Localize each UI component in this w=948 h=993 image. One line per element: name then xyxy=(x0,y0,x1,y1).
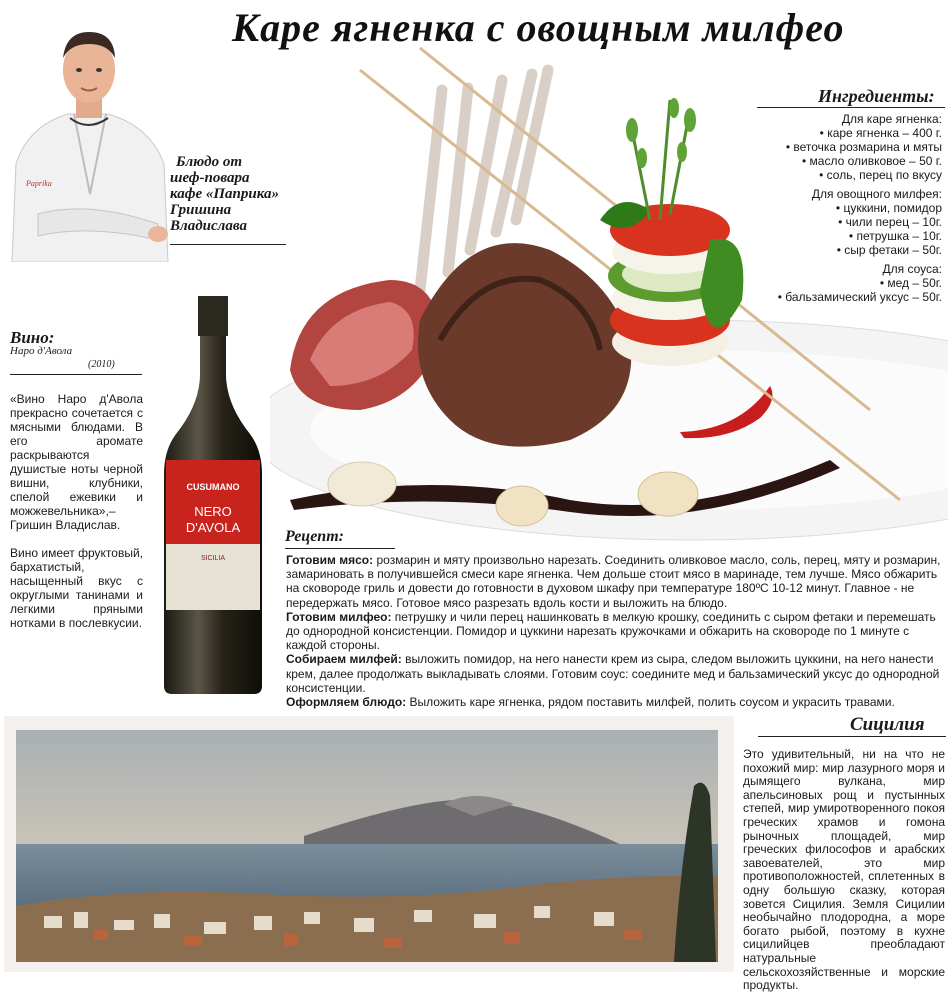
ingredients-divider xyxy=(757,107,945,108)
wine-heading: Вино: xyxy=(10,328,55,347)
ingredient-group xyxy=(742,187,942,257)
bottle-region: SICILIA xyxy=(200,555,226,562)
ingredients-list xyxy=(742,112,942,309)
chef-caption-line: Гришина xyxy=(170,202,232,218)
ingredient-item: • масло оливковое – 50 г. xyxy=(801,154,942,168)
ingredient-group-title: Для каре ягненка: xyxy=(841,112,942,126)
ingredient-item: • бальзамический уксус – 50г. xyxy=(777,290,942,304)
recipe-step-lead: Готовим милфео: xyxy=(286,609,392,624)
wine-paragraph: Вино имеет фруктовый, бархатистый, насыщенный вкус с округлыми танинами и легкими пряными нотками в послевкусии. xyxy=(10,546,143,630)
recipe-step-text: выложить помидор, на него нанести крем из сыра, следом выложить цуккини, на него нанести крем, далее продолжать выкладывать слоями. Готовим соус: соедините мед и бальзамический уксус до однородной консистенции. xyxy=(286,652,940,695)
recipe-divider xyxy=(285,548,395,549)
chef-divider xyxy=(170,244,286,245)
recipe-step-lead: Оформляем блюдо: xyxy=(286,695,407,710)
ingredient-item: • соль, перец по вкусу xyxy=(819,168,942,182)
ingredient-item: • веточка розмарина и мяты xyxy=(785,140,942,154)
sicily-divider xyxy=(758,736,946,737)
ingredients-heading: Ингредиенты: xyxy=(818,86,935,106)
chef-photo xyxy=(8,14,170,262)
recipe-step-lead: Собираем милфей: xyxy=(286,652,402,667)
ingredient-group xyxy=(742,262,942,304)
recipe-step-text: Выложить каре ягненка, рядом поставить милфей, полить соусом и украсить травами. xyxy=(406,695,895,710)
bottle-name-line1: NERO xyxy=(194,504,232,519)
page-title: Каре ягненка с овощным милфео xyxy=(232,5,845,50)
ingredient-item: • мед – 50г. xyxy=(879,276,942,290)
recipe-step xyxy=(286,553,946,610)
ingredient-group-title: Для соуса: xyxy=(882,262,942,276)
wine-year: (2010) xyxy=(88,359,115,370)
recipe-step xyxy=(286,610,946,653)
svg-text:Paprika: Paprika xyxy=(26,179,52,188)
ingredient-item: • чили перец – 10г. xyxy=(838,215,942,229)
wine-divider xyxy=(10,374,142,375)
chef-caption-line: Владислава xyxy=(170,218,247,234)
ingredient-item: • цуккини, помидор xyxy=(835,201,942,215)
wine-bottle-image xyxy=(158,294,268,696)
ingredient-item: • петрушка – 10г. xyxy=(848,229,942,243)
ingredient-item: • сыр фетаки – 50г. xyxy=(836,243,942,257)
chef-caption-line: Блюдо от xyxy=(176,154,243,170)
sicily-description: Это удивительный, ни на что не похожий мир: мир лазурного моря и дымящего вулкана, мир апельсиновых рощ и пустынных степей, мир умиротворенного покоя греческих храмов и гомона рыночных площадей, мир греческих философов и арабских завоевателей, это мир противоположностей, сплетенных в одну большую сказку, которая зовется Сицилия. Земля Сицилии необычайно плодородна, а море богато рыбой, поэтому в кухне сицилийцев преобладают натуральные сельскохозяйственные и морские продукты. xyxy=(743,747,945,993)
recipe-heading: Рецепт: xyxy=(285,528,344,545)
sicily-landscape-photo xyxy=(4,716,734,972)
recipe-step-text: розмарин и мяту произвольно нарезать. Соединить оливковое масло, соль, перец, мяту и розмарин, замариновать в получившейся смеси каре ягненка. Чем дольше стоит мясо в маринаде, тем лучше. Мясо обжарить на сковороде гриль и довести до готовности в духовом шкафу при температуре 180ºС 10-12 минут. Главное - не передержать мясо. Готовое мясо разрезать вдоль кости и выложить на блюдо. xyxy=(286,553,941,610)
recipe-body xyxy=(286,553,946,709)
wine-paragraph: «Вино Наро д'Авола прекрасно сочетается с мясными блюдами. В его аромате раскрываются душистые ноты черной вишни, клубники, спелой ежевики и можжевельника»,– Гришин Владислав. xyxy=(10,392,143,532)
wine-description xyxy=(10,392,143,644)
chef-caption-line: кафе «Паприка» xyxy=(170,186,279,202)
ingredient-group-title: Для овощного милфея: xyxy=(811,187,942,201)
chef-caption-line: шеф-повара xyxy=(170,170,250,186)
recipe-step xyxy=(286,695,946,709)
recipe-step xyxy=(286,652,946,695)
sicily-heading: Сицилия xyxy=(850,714,925,735)
ingredient-item: • каре ягненка – 400 г. xyxy=(819,126,942,140)
wine-name: Наро д'Авола xyxy=(10,345,73,357)
bottle-name-line2: D'AVOLA xyxy=(185,520,241,535)
recipe-step-lead: Готовим мясо: xyxy=(286,553,374,567)
ingredient-group xyxy=(742,112,942,182)
recipe-step-text: петрушку и чили перец нашинковать в мелкую крошку, соединить с сыром фетаки и перемешать до однородной консистенции. Помидор и цуккини нарезать кружочками и обжарить на сковороде по 1 минуте с каждой стороны. xyxy=(286,609,936,653)
bottle-brand: CUSUMANO xyxy=(186,482,240,492)
